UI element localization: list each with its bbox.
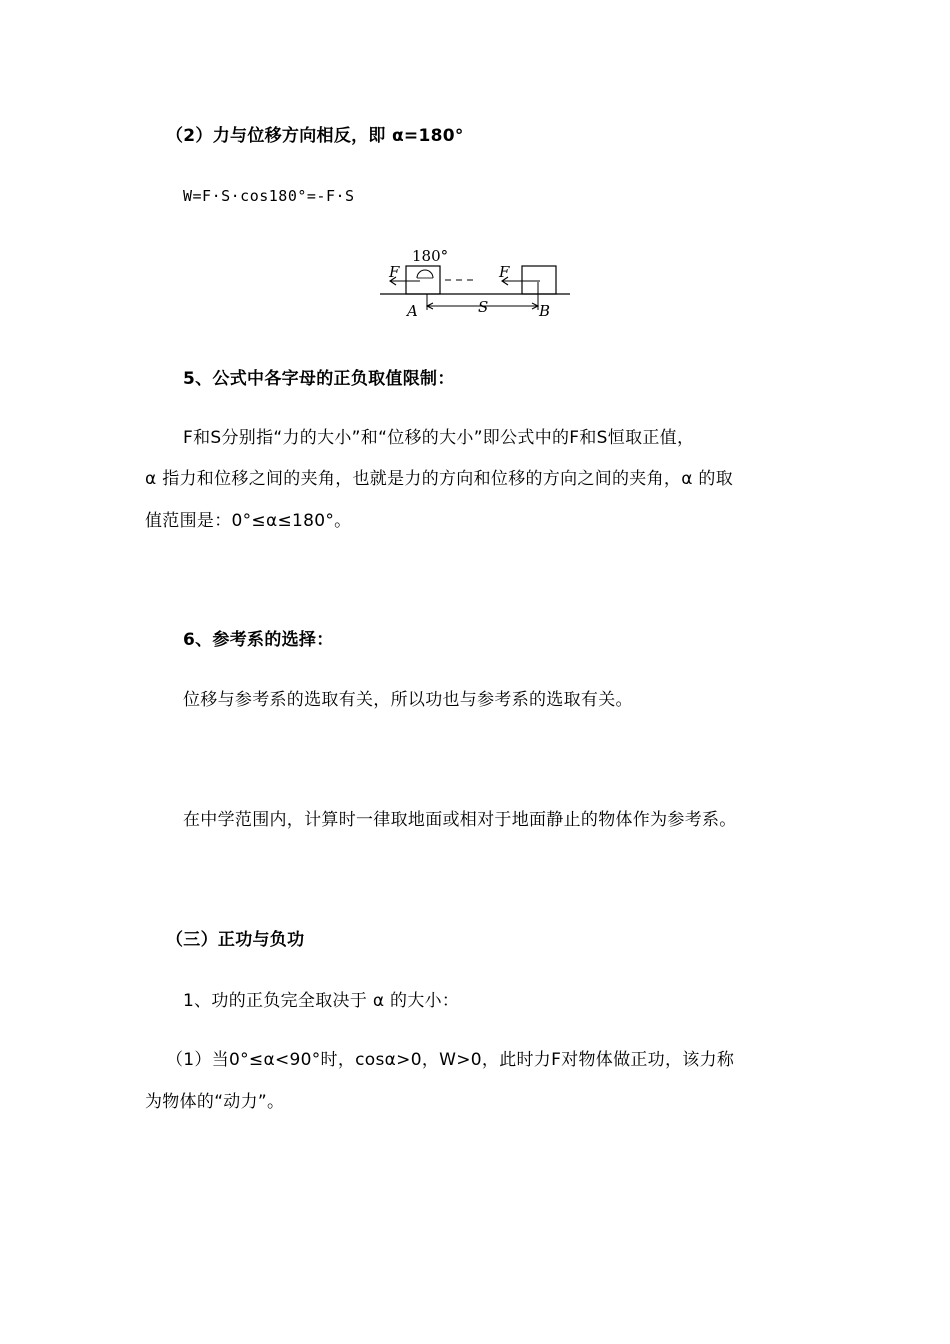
force-displacement-diagram xyxy=(375,238,575,322)
heading-sign-limits: 5、公式中各字母的正负取值限制： xyxy=(183,369,455,389)
item-sign-of-work: 1、功的正负完全取决于 α 的大小： xyxy=(183,991,460,1011)
heading-reference-frame: 6、参考系的选择： xyxy=(183,630,334,650)
paragraph-sign-limits-line-3: 值范围是：0°≤α≤180°。 xyxy=(145,511,352,531)
item-positive-work-line-1: （1）当0°≤α<90°时，cosα>0，W>0，此时力F对物体做正功，该力称 xyxy=(166,1050,735,1070)
paragraph-reference-frame-b: 在中学范围内，计算时一律取地面或相对于地面静止的物体作为参考系。 xyxy=(183,810,737,830)
work-formula: W=F·S·cos180°=-F·S xyxy=(183,187,355,205)
point-a-label: A xyxy=(407,302,418,320)
paragraph-reference-frame-a: 位移与参考系的选取有关，所以功也与参考系的选取有关。 xyxy=(183,690,633,710)
point-b-label: B xyxy=(539,302,551,320)
force-label-right: F xyxy=(499,263,510,281)
paragraph-sign-limits-line-2: α 指力和位移之间的夹角，也就是力的方向和位移的方向之间的夹角，α 的取 xyxy=(145,469,734,489)
block-b xyxy=(522,266,556,294)
force-label-left: F xyxy=(389,263,400,281)
paragraph-sign-limits-line-1: F和S分别指“力的大小”和“位移的大小”即公式中的F和S恒取正值， xyxy=(183,428,695,448)
angle-arc xyxy=(417,270,433,278)
angle-label: 180° xyxy=(412,247,449,265)
displacement-label: S xyxy=(478,298,489,316)
item-positive-work-line-2: 为物体的“动力”。 xyxy=(145,1092,285,1112)
heading-force-opposite: （2）力与位移方向相反，即 α=180° xyxy=(166,126,464,146)
heading-positive-negative-work: （三）正功与负功 xyxy=(166,930,305,950)
